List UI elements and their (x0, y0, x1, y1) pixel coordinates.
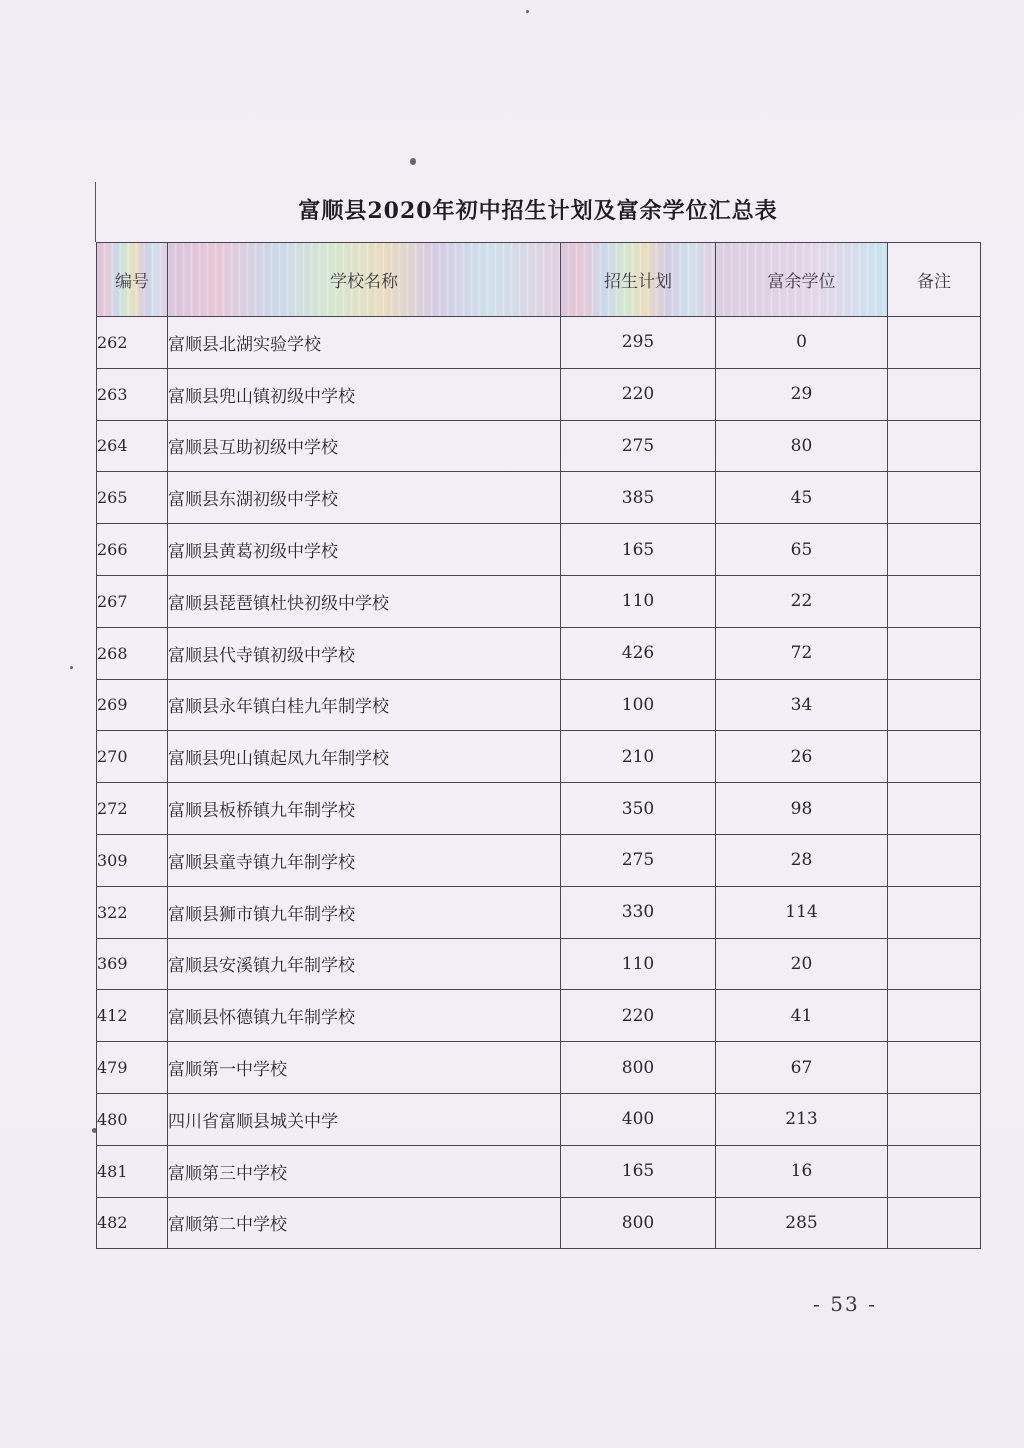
cell-note (888, 1145, 981, 1197)
table-row (97, 1197, 981, 1249)
cell-note (888, 627, 981, 679)
table-row (97, 731, 981, 783)
cell-remaining-seats: 16 (716, 1145, 888, 1197)
cell-school-name: 富顺县北湖实验学校 (168, 317, 561, 369)
cell-enrollment-plan: 220 (561, 368, 716, 420)
header-note: 备注 (888, 243, 981, 317)
cell-school-name: 富顺县互助初级中学校 (168, 420, 561, 472)
scan-speck (526, 10, 529, 13)
cell-id: 269 (97, 679, 168, 731)
document-title: 富顺县2020年初中招生计划及富余学位汇总表 (298, 198, 778, 224)
cell-id: 412 (97, 990, 168, 1042)
cell-id: 369 (97, 938, 168, 990)
table-row (97, 627, 981, 679)
table-row (97, 1042, 981, 1094)
cell-remaining-seats: 285 (716, 1197, 888, 1249)
cell-enrollment-plan: 100 (561, 679, 716, 731)
cell-note (888, 368, 981, 420)
cell-id: 272 (97, 783, 168, 835)
cell-note (888, 783, 981, 835)
table-row (97, 317, 981, 369)
cell-id: 482 (97, 1197, 168, 1249)
cell-school-name: 富顺县板桥镇九年制学校 (168, 783, 561, 835)
cell-school-name: 富顺县东湖初级中学校 (168, 472, 561, 524)
cell-id: 270 (97, 731, 168, 783)
cell-enrollment-plan: 220 (561, 990, 716, 1042)
cell-enrollment-plan: 275 (561, 834, 716, 886)
header-remaining-seats: 富余学位 (716, 243, 888, 317)
cell-remaining-seats: 34 (716, 679, 888, 731)
table-row (97, 1145, 981, 1197)
table-row (97, 420, 981, 472)
cell-enrollment-plan: 275 (561, 420, 716, 472)
cell-school-name: 富顺第一中学校 (168, 1042, 561, 1094)
cell-school-name: 富顺县兜山镇起凤九年制学校 (168, 731, 561, 783)
cell-note (888, 575, 981, 627)
table-row (97, 368, 981, 420)
cell-school-name: 富顺县黄葛初级中学校 (168, 524, 561, 576)
cell-remaining-seats: 98 (716, 783, 888, 835)
cell-enrollment-plan: 165 (561, 1145, 716, 1197)
header-enrollment-plan: 招生计划 (561, 243, 716, 317)
cell-note (888, 834, 981, 886)
table-body (97, 317, 981, 1249)
cell-enrollment-plan: 385 (561, 472, 716, 524)
enrollment-summary-table (96, 242, 981, 1249)
cell-id: 309 (97, 834, 168, 886)
cell-remaining-seats: 213 (716, 1093, 888, 1145)
table-row (97, 938, 981, 990)
cell-enrollment-plan: 800 (561, 1197, 716, 1249)
header-school-name: 学校名称 (168, 243, 561, 317)
cell-note (888, 1197, 981, 1249)
table-row (97, 575, 981, 627)
cell-remaining-seats: 45 (716, 472, 888, 524)
cell-school-name: 富顺县琵琶镇杜快初级中学校 (168, 575, 561, 627)
cell-remaining-seats: 22 (716, 575, 888, 627)
cell-id: 266 (97, 524, 168, 576)
cell-school-name: 富顺县代寺镇初级中学校 (168, 627, 561, 679)
cell-enrollment-plan: 330 (561, 886, 716, 938)
cell-id: 263 (97, 368, 168, 420)
header-id: 编号 (97, 243, 168, 317)
cell-id: 479 (97, 1042, 168, 1094)
cell-enrollment-plan: 426 (561, 627, 716, 679)
cell-enrollment-plan: 110 (561, 575, 716, 627)
cell-remaining-seats: 20 (716, 938, 888, 990)
cell-note (888, 886, 981, 938)
table-row (97, 1093, 981, 1145)
cell-id: 267 (97, 575, 168, 627)
table-row (97, 990, 981, 1042)
cell-remaining-seats: 65 (716, 524, 888, 576)
table-row (97, 524, 981, 576)
table-row (97, 886, 981, 938)
cell-remaining-seats: 0 (716, 317, 888, 369)
cell-remaining-seats: 114 (716, 886, 888, 938)
cell-school-name: 富顺县兜山镇初级中学校 (168, 368, 561, 420)
table-row (97, 472, 981, 524)
scan-speck (410, 158, 416, 165)
cell-school-name: 富顺县安溪镇九年制学校 (168, 938, 561, 990)
cell-id: 268 (97, 627, 168, 679)
scan-speck (70, 666, 73, 669)
cell-enrollment-plan: 165 (561, 524, 716, 576)
cell-school-name: 富顺县怀德镇九年制学校 (168, 990, 561, 1042)
table-row (97, 783, 981, 835)
cell-enrollment-plan: 295 (561, 317, 716, 369)
cell-school-name: 富顺第三中学校 (168, 1145, 561, 1197)
cell-note (888, 524, 981, 576)
page-number: - 53 - (813, 1292, 877, 1316)
cell-enrollment-plan: 210 (561, 731, 716, 783)
cell-remaining-seats: 41 (716, 990, 888, 1042)
cell-enrollment-plan: 400 (561, 1093, 716, 1145)
cell-school-name: 富顺县永年镇白桂九年制学校 (168, 679, 561, 731)
cell-note (888, 731, 981, 783)
table-row (97, 679, 981, 731)
cell-id: 264 (97, 420, 168, 472)
table-row (97, 834, 981, 886)
cell-enrollment-plan: 350 (561, 783, 716, 835)
cell-note (888, 990, 981, 1042)
cell-school-name: 富顺县狮市镇九年制学校 (168, 886, 561, 938)
cell-note (888, 938, 981, 990)
cell-enrollment-plan: 800 (561, 1042, 716, 1094)
cell-id: 262 (97, 317, 168, 369)
cell-note (888, 1093, 981, 1145)
cell-note (888, 420, 981, 472)
cell-remaining-seats: 28 (716, 834, 888, 886)
cell-remaining-seats: 67 (716, 1042, 888, 1094)
cell-school-name: 四川省富顺县城关中学 (168, 1093, 561, 1145)
cell-note (888, 317, 981, 369)
cell-remaining-seats: 80 (716, 420, 888, 472)
cell-enrollment-plan: 110 (561, 938, 716, 990)
cell-remaining-seats: 26 (716, 731, 888, 783)
cell-remaining-seats: 29 (716, 368, 888, 420)
cell-id: 481 (97, 1145, 168, 1197)
cell-school-name: 富顺县童寺镇九年制学校 (168, 834, 561, 886)
cell-id: 480 (97, 1093, 168, 1145)
cell-remaining-seats: 72 (716, 627, 888, 679)
cell-note (888, 679, 981, 731)
cell-note (888, 1042, 981, 1094)
cell-id: 265 (97, 472, 168, 524)
cell-note (888, 472, 981, 524)
cell-school-name: 富顺第二中学校 (168, 1197, 561, 1249)
table-header-row (97, 243, 981, 317)
cell-id: 322 (97, 886, 168, 938)
